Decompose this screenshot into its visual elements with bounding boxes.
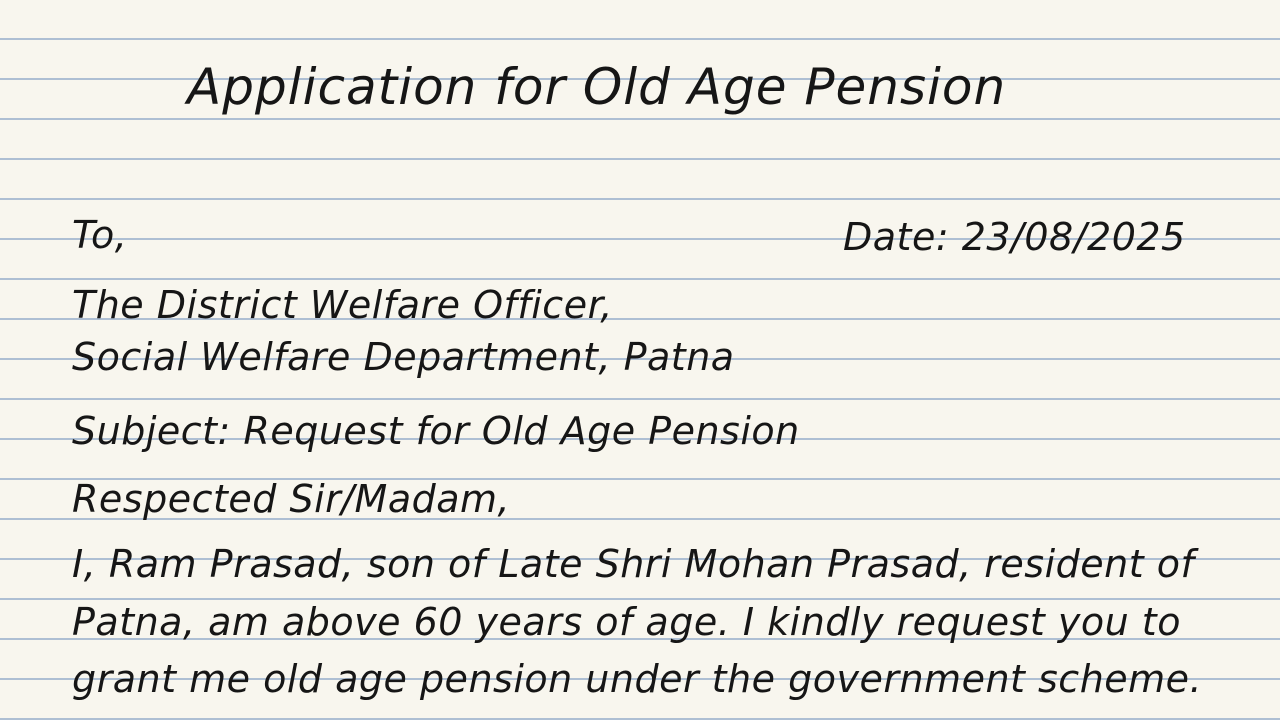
document-title: Application for Old Age Pension <box>187 58 1007 116</box>
salutation: Respected Sir/Madam, <box>72 477 511 521</box>
subject-line: Subject: Request for Old Age Pension <box>72 409 800 453</box>
body-line: I, Ram Prasad, son of Late Shri Mohan Prasad, resident of <box>72 542 1195 586</box>
recipient-line-1: The District Welfare Officer, <box>72 283 613 327</box>
date-line: Date: 23/08/2025 <box>843 215 1186 259</box>
body-line: grant me old age pension under the government scheme. <box>72 657 1203 701</box>
recipient-line-2: Social Welfare Department, Patna <box>72 335 735 379</box>
to-label: To, <box>72 213 128 257</box>
body-line: Patna, am above 60 years of age. I kindly request you to <box>72 600 1181 644</box>
